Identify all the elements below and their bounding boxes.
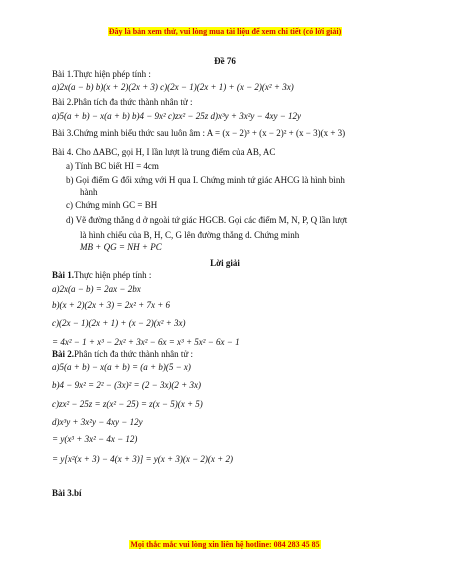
solution-line: a)5(a + b) − x(a + b) = (a + b)(5 − x): [52, 362, 191, 372]
solution-2-heading: Bài 2.Phân tích đa thức thành nhân tử :: [52, 349, 193, 359]
problem-1-items: a)2x(a − b) b)(x + 2)(2x + 3) c)(2x − 1)(2x + 1) + (x − 2)(x² + 3x): [52, 82, 294, 92]
problem-4d-cont: là hình chiếu của B, H, C, G lên đường thẳng d. Chứng minh: [80, 230, 300, 240]
solution-line: = y[x²(x + 3) − 4(x + 3)] = y(x + 3)(x − 2)(x + 2): [52, 454, 233, 464]
solution-line: d)x³y + 3x²y − 4xy − 12y: [52, 417, 143, 427]
problem-4-heading: Bài 4. Cho ΔABC, gọi H, I lần lượt là trung điểm của AB, AC: [52, 147, 276, 157]
problem-4b-cont: hành: [80, 187, 98, 197]
solution-line: c)zx² − 25z = z(x² − 25) = z(x − 5)(x + 5): [52, 399, 203, 409]
problem-4a: a) Tính BC biết HI = 4cm: [66, 161, 159, 171]
problem-3: Bài 3.Chứng minh biểu thức sau luôn âm : A = (x − 2)³ + (x − 2)² + (x − 3)(x + 3): [52, 128, 346, 138]
problem-4d: d) Vẽ đường thẳng d ở ngoài tứ giác HGCB. Gọi các điểm M, N, P, Q lần lượt: [66, 215, 348, 225]
problem-2-items: a)5(a + b) − x(a + b) b)4 − 9x² c)zx² − 25z d)x³y + 3x²y − 4xy − 12y: [52, 111, 302, 121]
solution-line: c)(2x − 1)(2x + 1) + (x − 2)(x² + 3x): [52, 318, 186, 328]
problem-2-heading: Bài 2.Phân tích đa thức thành nhân tử :: [52, 97, 193, 107]
problem-4c: c) Chứng minh GC = BH: [66, 200, 158, 210]
problem-1-heading: Bài 1.Thực hiện phép tính :: [52, 69, 151, 79]
problem-4d-equation: MB + QG = NH + PC: [80, 242, 162, 252]
solution-line: a)2x(a − b) = 2ax − 2bx: [52, 284, 141, 294]
solution-line: b)(x + 2)(2x + 3) = 2x² + 7x + 6: [52, 300, 171, 310]
problem-4b: b) Gọi điểm G đối xứng với H qua I. Chứng minh tứ giác AHCG là hình bình: [66, 175, 345, 185]
solution-1-heading: Bài 1.Thực hiện phép tính :: [52, 270, 152, 280]
hotline-notice-banner: Mọi thắc mắc vui lòng xin liên hệ hotline: 084 283 45 85: [130, 540, 320, 549]
solution-line: = 4x² − 1 + x³ − 2x² + 3x² − 6x = x³ + 5x² − 6x − 1: [52, 337, 240, 347]
preview-notice-banner: Đây là bản xem thử, vui lòng mua tài liệu để xem chi tiết (có lời giải): [108, 27, 342, 36]
solution-heading: Lời giải: [210, 258, 240, 268]
exam-title: Đề 76: [214, 56, 236, 66]
solution-3-heading: Bài 3.bí: [52, 488, 82, 498]
solution-line: b)4 − 9x² = 2² − (3x)² = (2 − 3x)(2 + 3x): [52, 380, 201, 390]
solution-line: = y(x³ + 3x² − 4x − 12): [52, 434, 138, 444]
